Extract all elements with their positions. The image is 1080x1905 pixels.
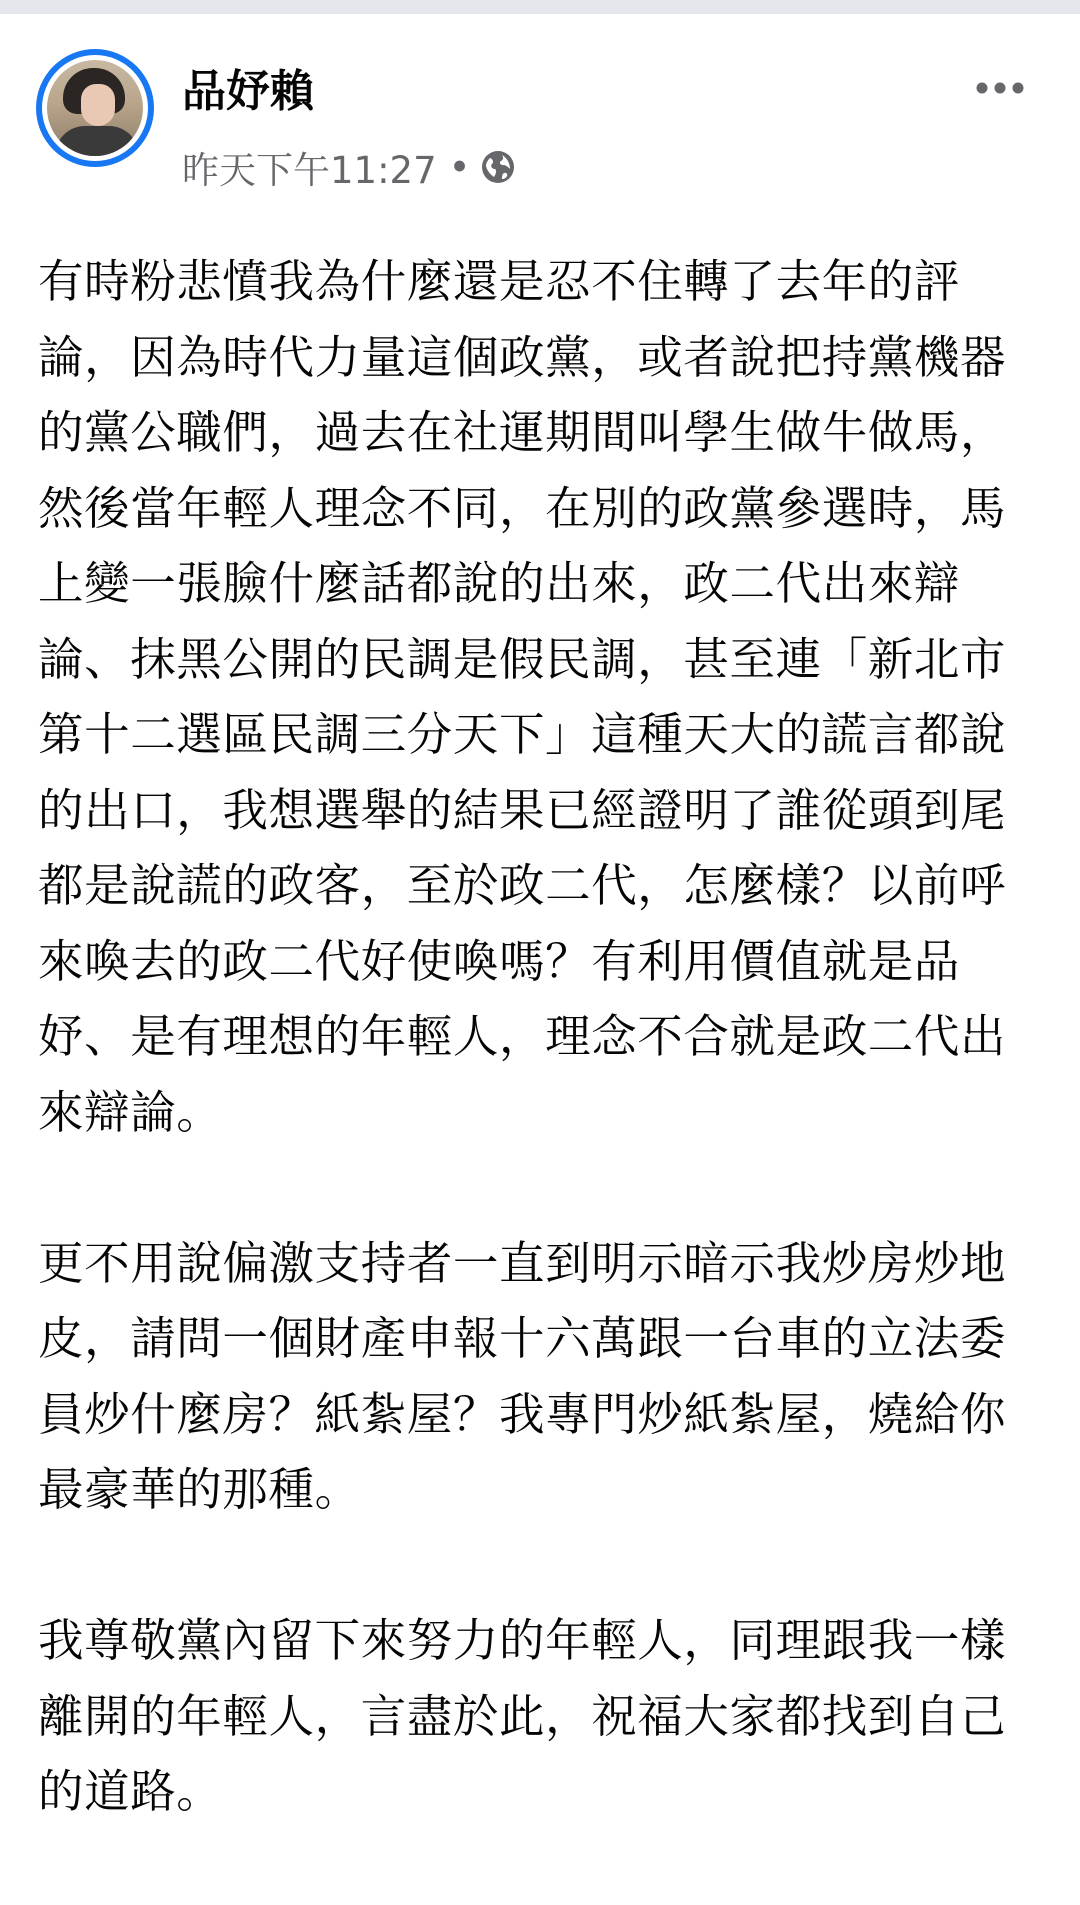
avatar[interactable] xyxy=(36,49,154,167)
post-paragraph: 我尊敬黨內留下來努力的年輕人，同理跟我一樣 離開的年輕人，言盡於此，祝福大家都找到自己 的道路。 xyxy=(38,1614,1007,1818)
meta-separator: • xyxy=(448,145,471,189)
facebook-post xyxy=(0,14,1080,1818)
globe-icon[interactable] xyxy=(480,149,516,185)
top-divider-strip xyxy=(0,0,1080,14)
more-options-icon xyxy=(976,82,1024,94)
post-paragraph: 有時粉悲憤我為什麼還是忍不住轉了去年的評 論，因為時代力量這個政黨，或者說把持黨機器 的黨公職們，過去在社運期間叫學生做牛做馬， 然後當年輕人理念不同，在別的政黨參選時，馬 上變一張臉什麼話都說的出來，政二代出來辯 論、抹黑公開的民調是假民調，甚至連「新北市 第十二選區民調三分天下」這種天大的謊言都說 的出口，我想選舉的結果已經證明了誰從頭到尾 都是說謊的政客，至於政二代，怎麼樣？以前呼 來喚去的政二代好使喚嗎？有利用價值就是品 妤、是有理想的年輕人，理念不合就是政二代出 來辯論。 xyxy=(38,255,1007,1139)
more-options-button[interactable] xyxy=(960,62,1040,114)
post-meta xyxy=(182,142,516,192)
avatar-photo xyxy=(47,60,143,156)
post-paragraph: 更不用說偏激支持者一直到明示暗示我炒房炒地 皮，請問一個財產申報十六萬跟一台車的立法委 員炒什麼房？紙紮屋？我專門炒紙紮屋，燒給你 最豪華的那種。 xyxy=(38,1236,1007,1516)
author-name[interactable]: 品妤賴 xyxy=(182,66,314,117)
post-timestamp[interactable]: 昨天下午11:27 xyxy=(182,149,437,192)
post-body xyxy=(38,244,1048,1905)
